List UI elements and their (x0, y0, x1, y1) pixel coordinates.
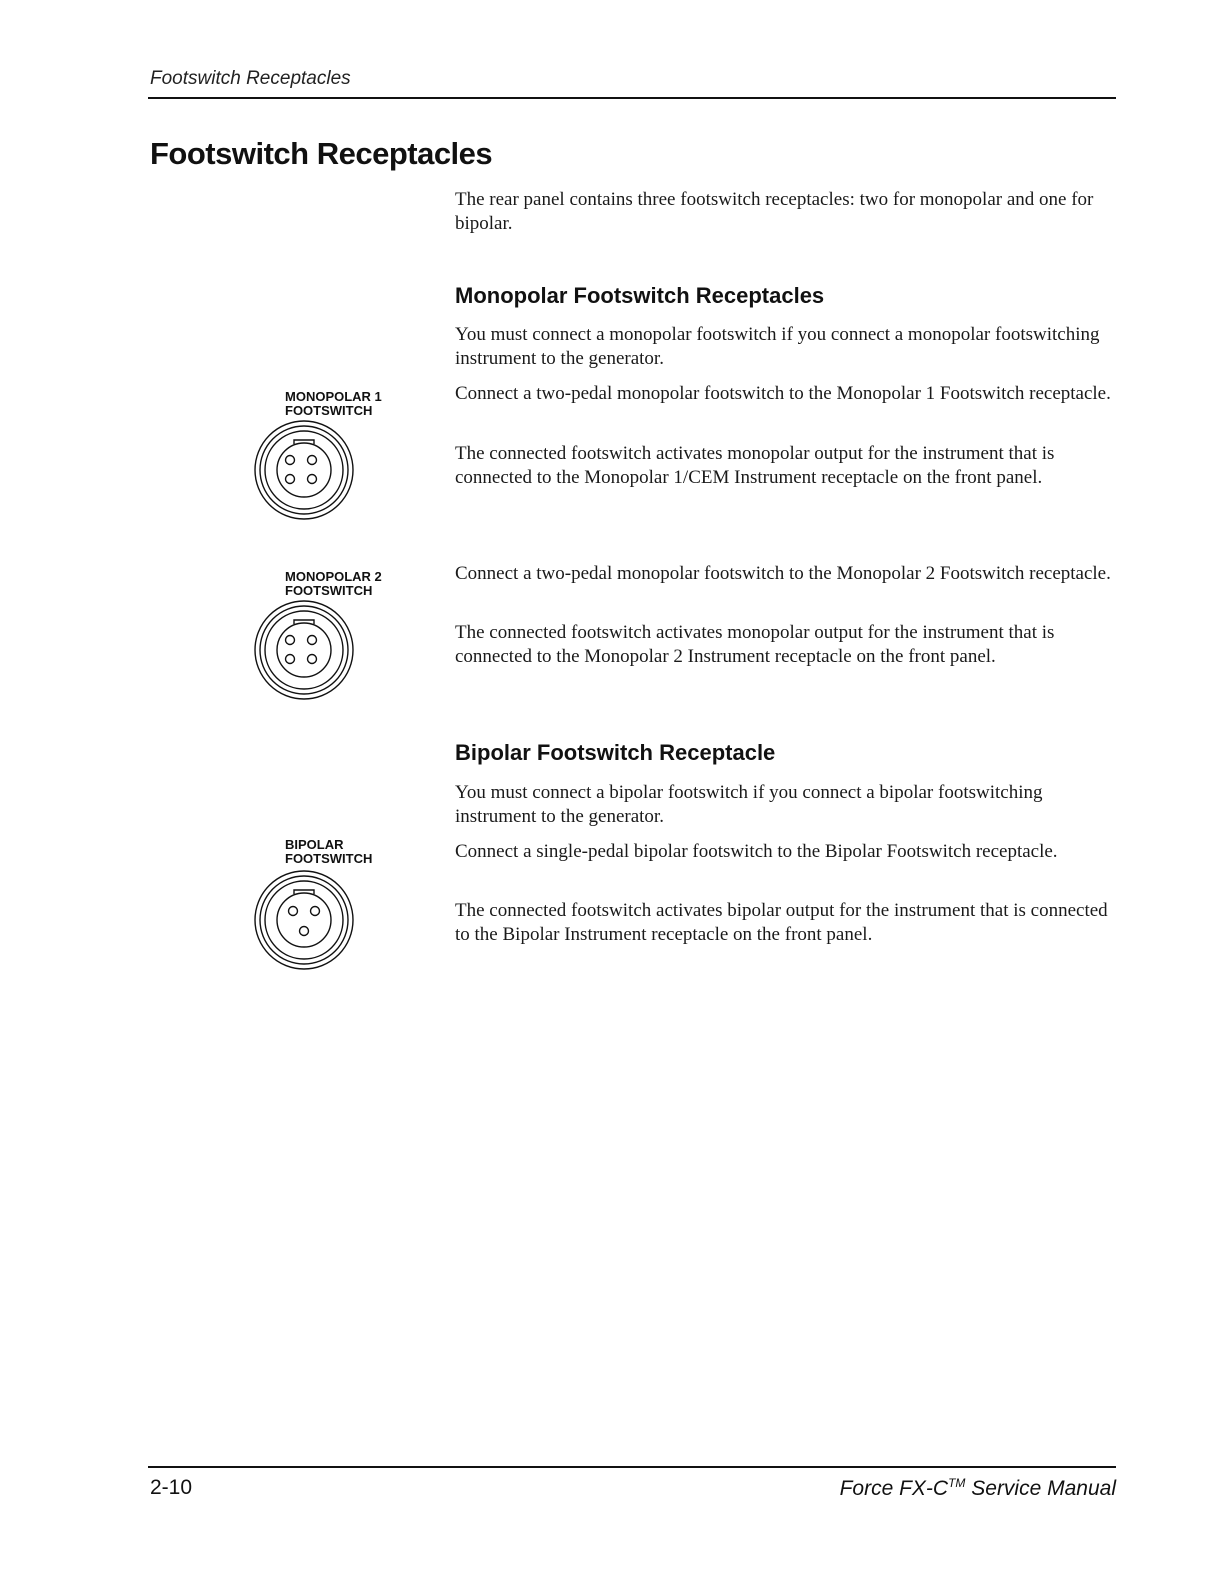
monopolar-2-label-line1: MONOPOLAR 2 (285, 569, 382, 584)
header-rule (148, 97, 1116, 99)
monopolar-1-label (285, 390, 382, 418)
four-pin-connector-icon (252, 598, 356, 702)
monopolar-1-label-line1: MONOPOLAR 1 (285, 389, 382, 404)
four-pin-connector-icon (252, 418, 356, 522)
bipolar-label-line1: BIPOLAR (285, 837, 344, 852)
manual-title (840, 1476, 1116, 1501)
monopolar-2-label (285, 570, 382, 598)
monopolar-paragraph-3: The connected footswitch activates monopolar output for the instrument that is connected to the Monopolar 1/CEM Instrument receptacle on the front panel. (455, 443, 1055, 488)
manual-title-suffix: Service Manual (965, 1477, 1116, 1500)
footer-rule (148, 1466, 1116, 1468)
monopolar-1-label-line2: FOOTSWITCH (285, 403, 373, 418)
monopolar-heading: Monopolar Footswitch Receptacles (455, 283, 825, 308)
bipolar-paragraph-1: You must connect a bipolar footswitch if you connect a bipolar footswitching instrument to the generator. (455, 782, 1043, 827)
monopolar-paragraph-1: You must connect a monopolar footswitch if you connect a monopolar footswitching instrument to the generator. (455, 324, 1100, 369)
bipolar-heading: Bipolar Footswitch Receptacle (455, 740, 776, 765)
page-title: Footswitch Receptacles (150, 136, 493, 171)
running-header: Footswitch Receptacles (150, 68, 351, 89)
monopolar-paragraph-2: Connect a two-pedal monopolar footswitch to the Monopolar 1 Footswitch receptacle. (455, 383, 1111, 404)
page-number: 2-10 (150, 1476, 193, 1499)
bipolar-paragraph-3: The connected footswitch activates bipolar output for the instrument that is connected to the Bipolar Instrument receptacle on the front panel. (455, 900, 1108, 945)
intro-paragraph: The rear panel contains three footswitch receptacles: two for monopolar and one for bipolar. (455, 189, 1094, 234)
bipolar-label-line2: FOOTSWITCH (285, 851, 373, 866)
trademark-mark: TM (948, 1476, 966, 1490)
monopolar-paragraph-4: Connect a two-pedal monopolar footswitch to the Monopolar 2 Footswitch receptacle. (455, 563, 1111, 584)
bipolar-paragraph-2: Connect a single-pedal bipolar footswitch to the Bipolar Footswitch receptacle. (455, 841, 1058, 862)
three-pin-connector-icon (252, 868, 356, 972)
bipolar-label (285, 838, 372, 866)
monopolar-paragraph-5: The connected footswitch activates monopolar output for the instrument that is connected to the Monopolar 2 Instrument receptacle on the front panel. (455, 622, 1055, 667)
monopolar-2-label-line2: FOOTSWITCH (285, 583, 373, 598)
manual-title-name: Force FX-C (839, 1477, 949, 1500)
